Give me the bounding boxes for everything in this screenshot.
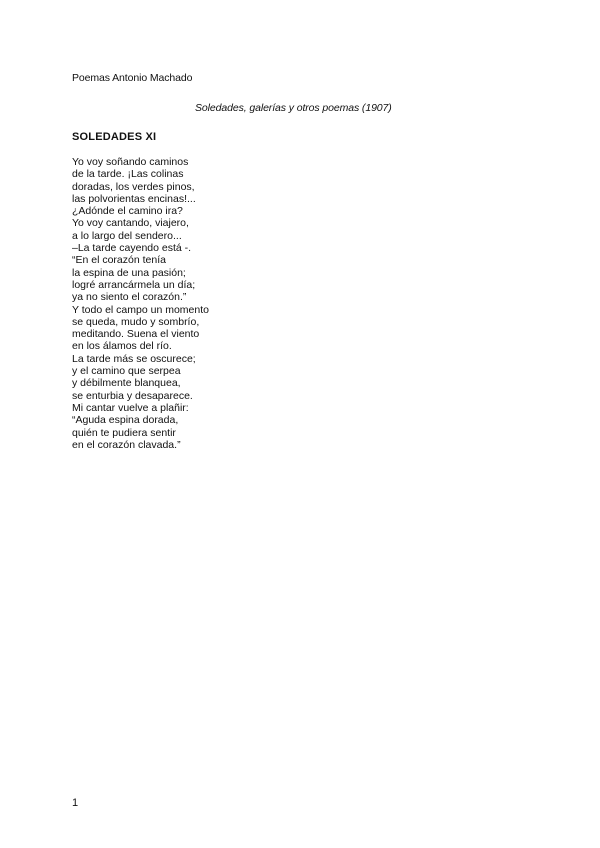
poem-line: “Aguda espina dorada, bbox=[72, 414, 179, 427]
poem-line: en el corazón clavada.” bbox=[72, 438, 181, 451]
poem-body bbox=[72, 156, 209, 451]
poem-line: en los álamos del río. bbox=[72, 340, 172, 353]
poem-line: La tarde más se oscurece; bbox=[72, 352, 196, 365]
poem-line: Yo voy cantando, viajero, bbox=[72, 217, 189, 230]
poem-line: doradas, los verdes pinos, bbox=[72, 180, 195, 193]
poem-line: logré arrancármela un día; bbox=[72, 278, 196, 291]
poem-line: “En el corazón tenía bbox=[72, 254, 166, 267]
document-header-title: Poemas Antonio Machado bbox=[72, 72, 193, 84]
poem-line: y débilmente blanquea, bbox=[72, 377, 181, 390]
poem-line: de la tarde. ¡Las colinas bbox=[72, 168, 184, 181]
poem-line: y el camino que serpea bbox=[72, 365, 181, 378]
poem-line: Y todo el campo un momento bbox=[72, 303, 209, 316]
poem-line: meditando. Suena el viento bbox=[72, 328, 200, 341]
poem-line: –La tarde cayendo está -. bbox=[72, 242, 192, 255]
book-title: Soledades, galerías y otros poemas (1907) bbox=[195, 102, 392, 114]
poem-line: la espina de una pasión; bbox=[72, 266, 186, 279]
poem-title: SOLEDADES XI bbox=[72, 131, 157, 143]
poem-line: se enturbia y desaparece. bbox=[72, 389, 193, 402]
page-number: 1 bbox=[72, 797, 79, 809]
poem-line: ¿Adónde el camino ira? bbox=[72, 205, 183, 218]
poem-line: ya no siento el corazón.” bbox=[72, 291, 187, 304]
poem-line: quién te pudiera sentir bbox=[72, 426, 176, 439]
poem-line: Yo voy soñando caminos bbox=[72, 156, 189, 168]
poem-line: Mi cantar vuelve a plañir: bbox=[72, 401, 189, 414]
poem-line: a lo largo del sendero... bbox=[72, 229, 182, 242]
poem-line: las polvorientas encinas!... bbox=[72, 192, 196, 205]
poem-line: se queda, mudo y sombrío, bbox=[72, 315, 200, 328]
